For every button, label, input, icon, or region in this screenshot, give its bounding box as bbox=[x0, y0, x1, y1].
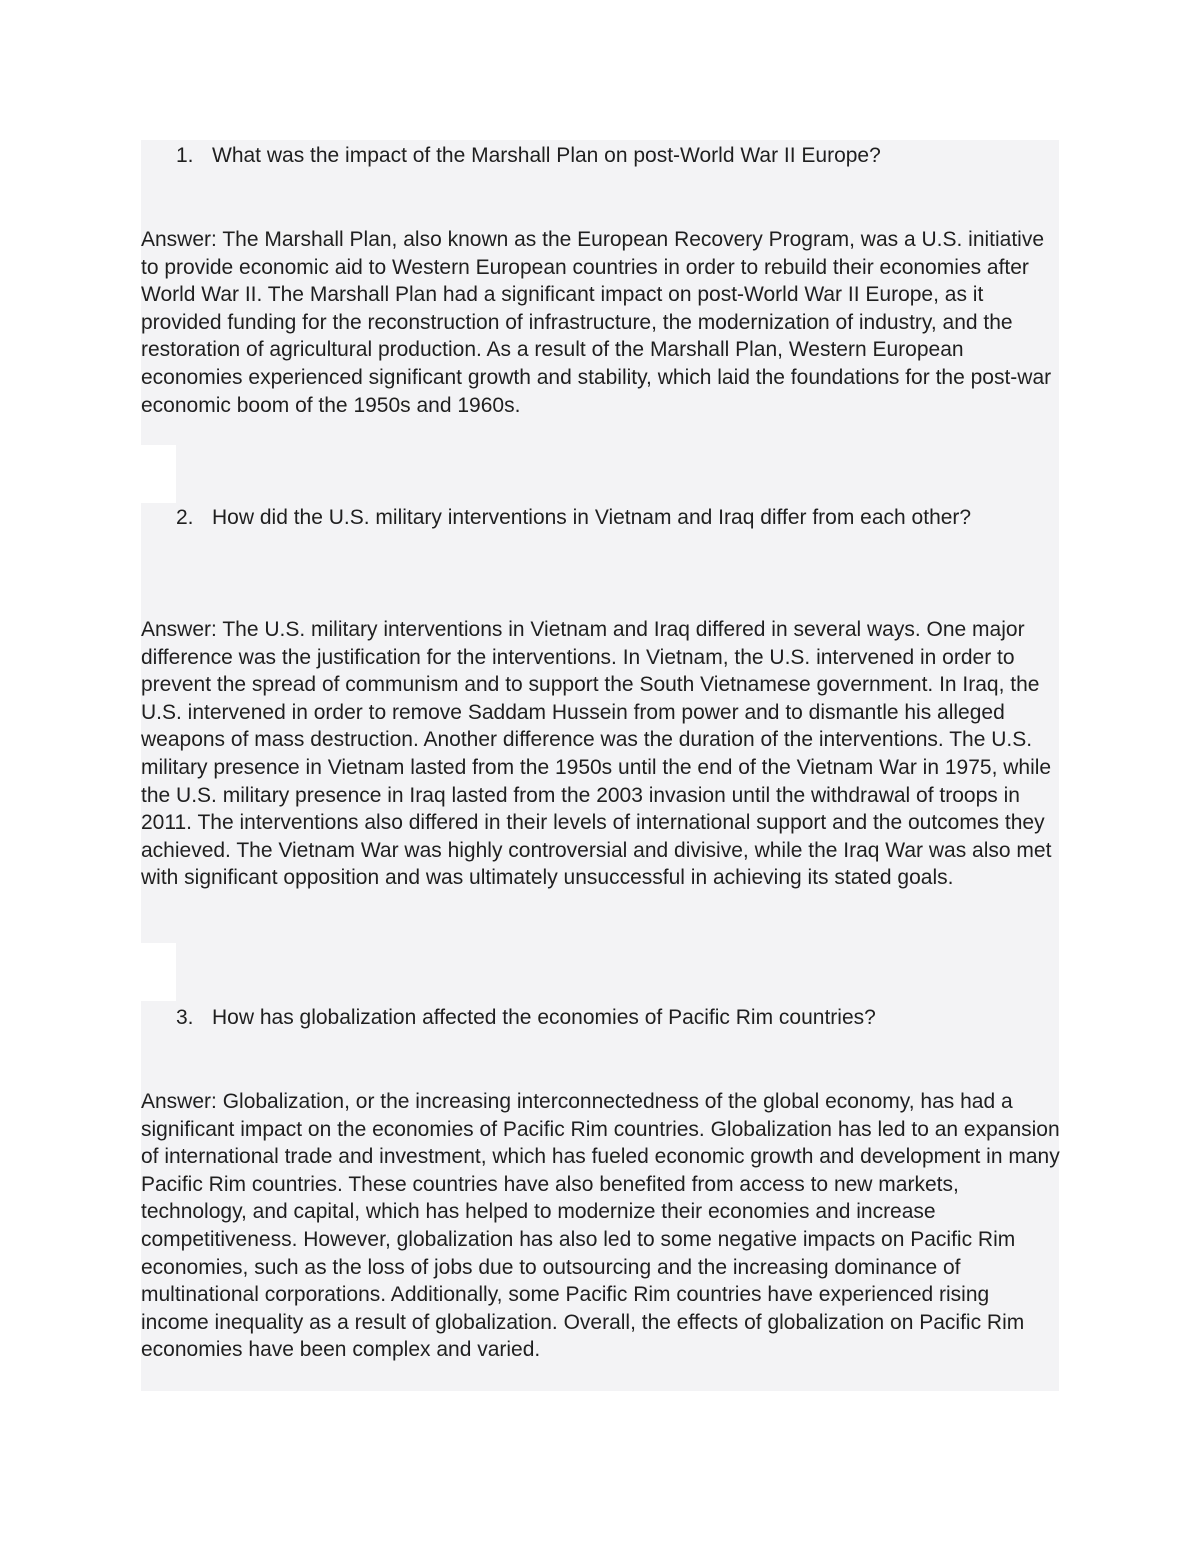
question-number: 1. bbox=[176, 144, 194, 167]
text-shading bbox=[176, 943, 1059, 1001]
question-number: 3. bbox=[176, 1006, 194, 1029]
question-text: What was the impact of the Marshall Plan on post-World War II Europe? bbox=[212, 144, 881, 167]
answer-2: Answer: The U.S. military interventions in Vietnam and Iraq differed in several ways. One major difference was the justification for the interventions. In Vietnam, the U.S. intervened in order to prevent the spread of communism and to support the South Vietnamese government. In Iraq, the U.S. intervened in order to remove Saddam Hussein from power and to dismantle his alleged weapons of mass destruction. Another difference was the duration of the interventions. The U.S. military presence in Vietnam lasted from the 1950s until the end of the Vietnam War in 1975, while the U.S. military presence in Iraq lasted from the 2003 invasion until the withdrawal of troops in 2011. The interventions also differed in their levels of international support and the outcomes they achieved. The Vietnam War was highly controversial and divisive, while the Iraq War was also met with significant opposition and was ultimately unsuccessful in achieving its stated goals. bbox=[141, 618, 1052, 890]
answer-3: Answer: Globalization, or the increasing interconnectedness of the global economy, has had a significant impact on the economies of Pacific Rim countries. Globalization has led to an expansion of international trade and investment, which has fueled economic growth and development in many Pacific Rim countries. These countries have also benefited from access to new markets, technology, and capital, which has helped to modernize their economies and increase competitiveness. However, globalization has also led to some negative impacts on Pacific Rim economies, such as the loss of jobs due to outsourcing and the increasing dominance of multinational corporations. Additionally, some Pacific Rim countries have experienced rising income inequality as a result of globalization. Overall, the effects of globalization on Pacific Rim economies have been complex and varied. bbox=[141, 1090, 1060, 1362]
question-3 bbox=[176, 1004, 1016, 1032]
question-number: 2. bbox=[176, 506, 194, 529]
answer-1: Answer: The Marshall Plan, also known as the European Recovery Program, was a U.S. initiative to provide economic aid to Western European countries in order to rebuild their economies after World War II. The Marshall Plan had a significant impact on post-World War II Europe, as it provided funding for the reconstruction of infrastructure, the modernization of industry, and the restoration of agricultural production. As a result of the Marshall Plan, Western European economies experienced significant growth and stability, which laid the foundations for the post-war economic boom of the 1950s and 1960s. bbox=[141, 228, 1052, 417]
question-text: How did the U.S. military interventions in Vietnam and Iraq differ from each other? bbox=[212, 506, 972, 529]
question-2 bbox=[176, 504, 1016, 532]
text-shading bbox=[176, 445, 1059, 503]
question-text: How has globalization affected the economies of Pacific Rim countries? bbox=[212, 1006, 876, 1029]
question-1 bbox=[176, 142, 1016, 170]
